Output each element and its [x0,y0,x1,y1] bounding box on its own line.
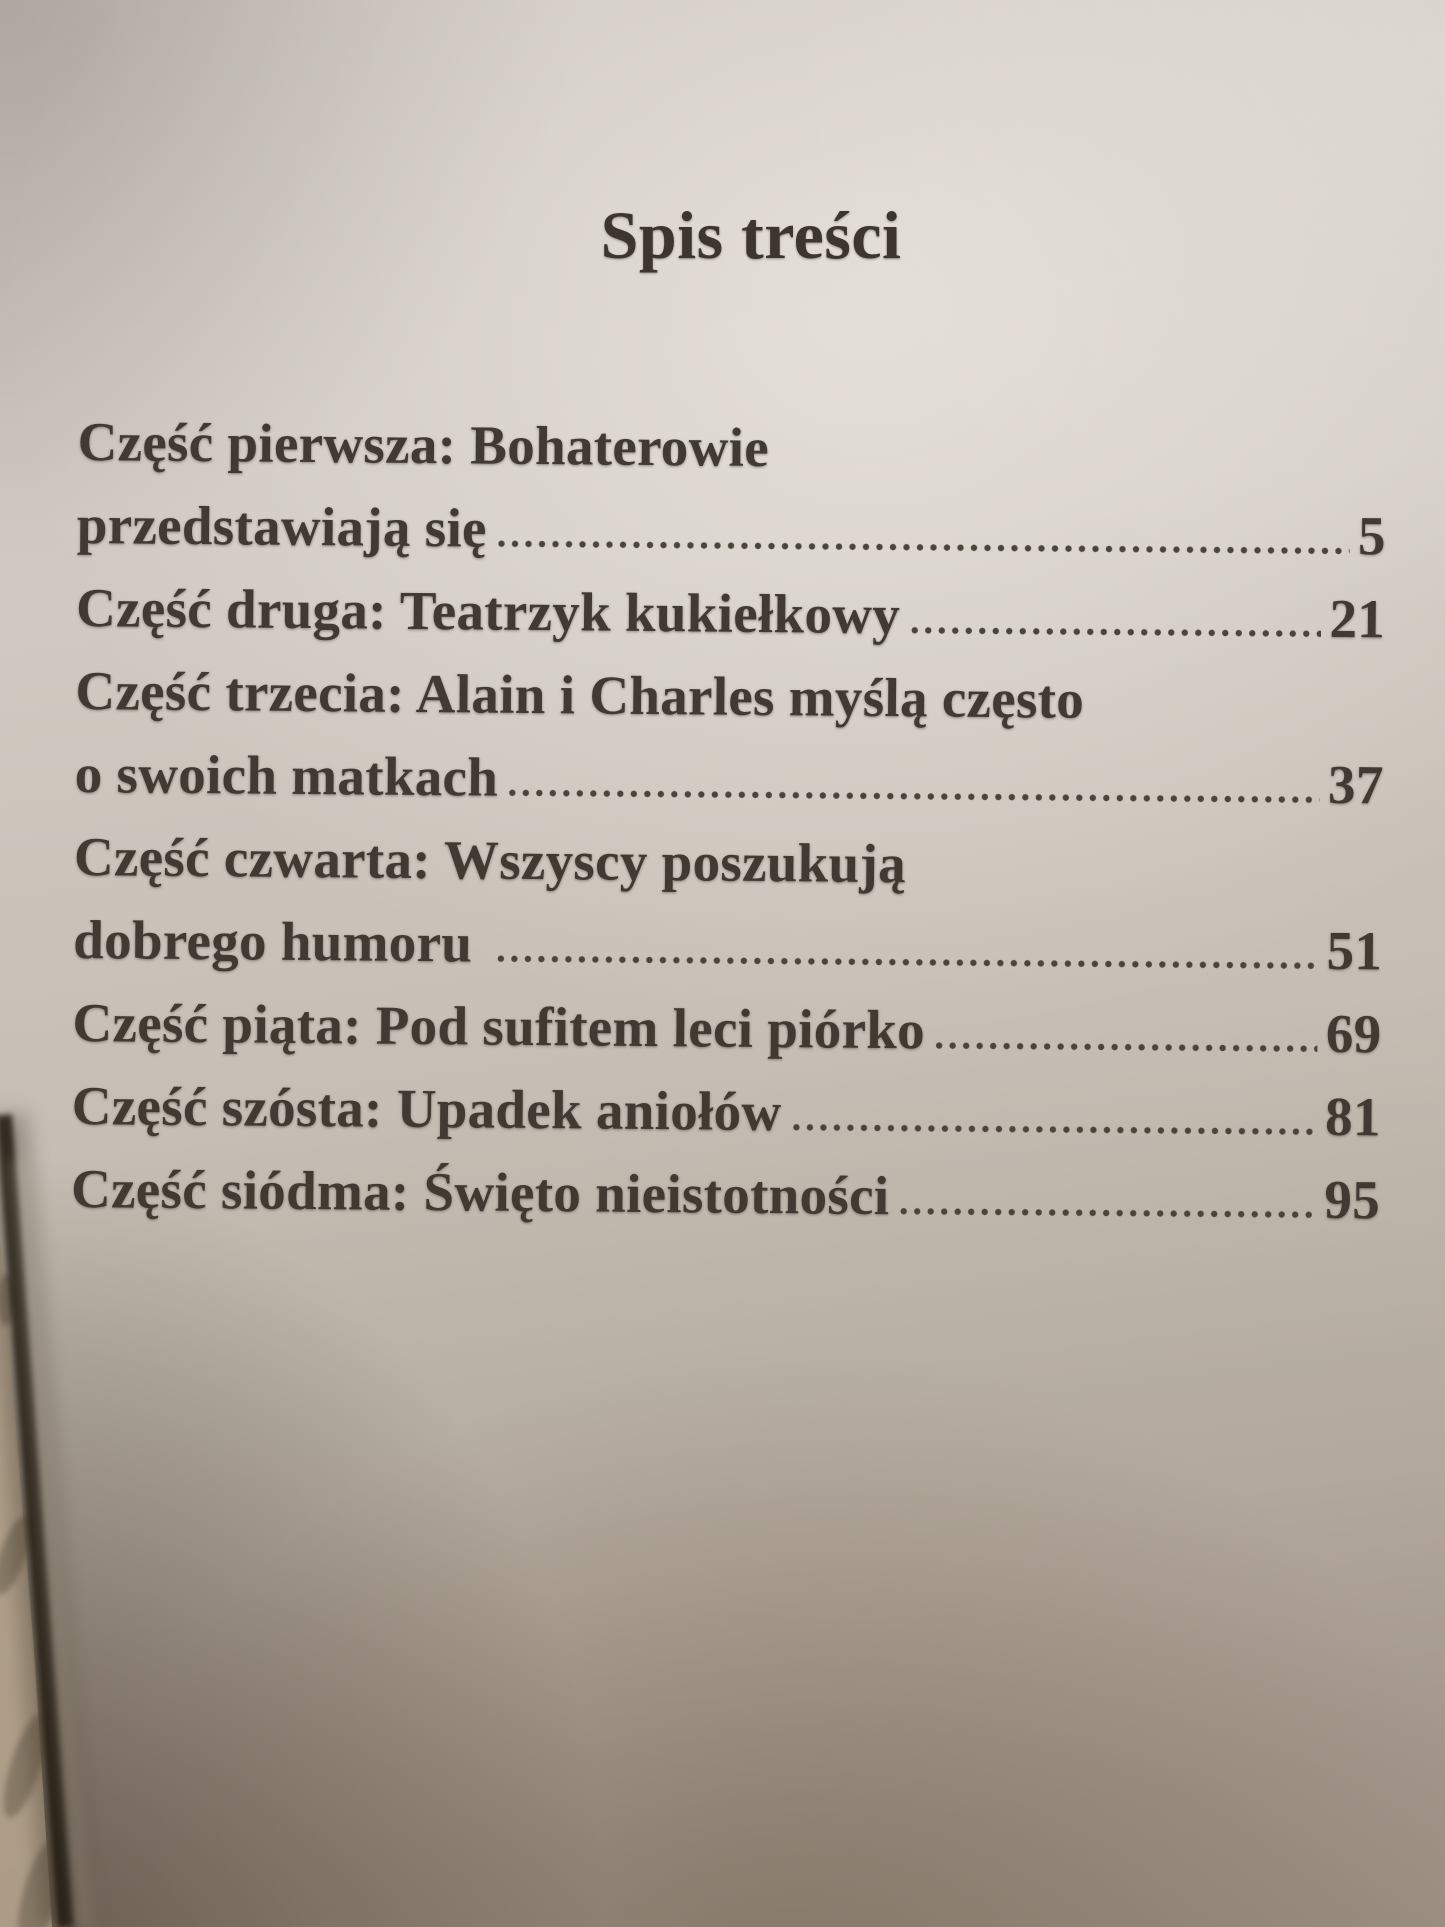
page-curl-highlight [18,1160,84,1927]
toc-entry-text: Część pierwsza: Bohaterowie [77,410,770,479]
toc-entry-line [71,1064,1381,1158]
toc-entry-page: 21 [1329,587,1386,650]
gutter-soft-shadow [4,1115,66,1927]
toc-entry-line [74,732,1384,826]
underlying-page-edge [0,1240,52,1927]
toc-entry-line [74,815,1384,909]
toc-entry-page: 37 [1327,753,1384,816]
toc-entry-line [77,400,1387,494]
dot-leader [908,573,1322,660]
underlying-page-ink-smudges [0,1274,71,1927]
toc-entries [71,400,1387,1241]
toc-entry-text: przedstawiają się [76,493,488,559]
toc-entry-line [71,1147,1381,1241]
toc-entry-text: Część siódma: Święto nieistotności [70,1157,890,1227]
toc-entry-page: 69 [1325,1002,1382,1065]
toc-entry-text: Część czwarta: Wszyscy poszukują [73,825,907,895]
dot-leader [789,1070,1317,1158]
toc-entry-page: 95 [1324,1168,1381,1231]
dot-leader [506,736,1321,826]
toc-entry-text: o swoich matkach [74,742,499,808]
dot-leader [897,1154,1317,1241]
toc-entry-text: dobrego humoru [73,908,487,974]
toc-entry-line [75,649,1385,743]
toc-entry-text: Część szósta: Upadek aniołów [71,1074,782,1143]
toc-entry-line [77,483,1387,577]
toc-entry-line [72,981,1382,1075]
toc-entry-line [76,566,1386,660]
dot-leader [494,902,1319,992]
toc-entry-page: 51 [1326,919,1383,982]
gutter-shadow-line [4,1115,66,1927]
toc-title: Spis treści [600,197,902,273]
dot-leader [494,487,1350,577]
toc-entry-page: 5 [1357,505,1387,567]
toc-entry-line [73,898,1383,992]
toc-entry-text: Część trzecia: Alain i Charles myślą często [75,659,1085,730]
toc-entry-text: Część druga: Teatrzyk kukiełkowy [75,576,901,646]
toc-entry-text: Część piąta: Pod sufitem leci piórko [72,991,926,1061]
toc-entry-page: 81 [1324,1085,1382,1148]
dot-leader [933,988,1319,1074]
